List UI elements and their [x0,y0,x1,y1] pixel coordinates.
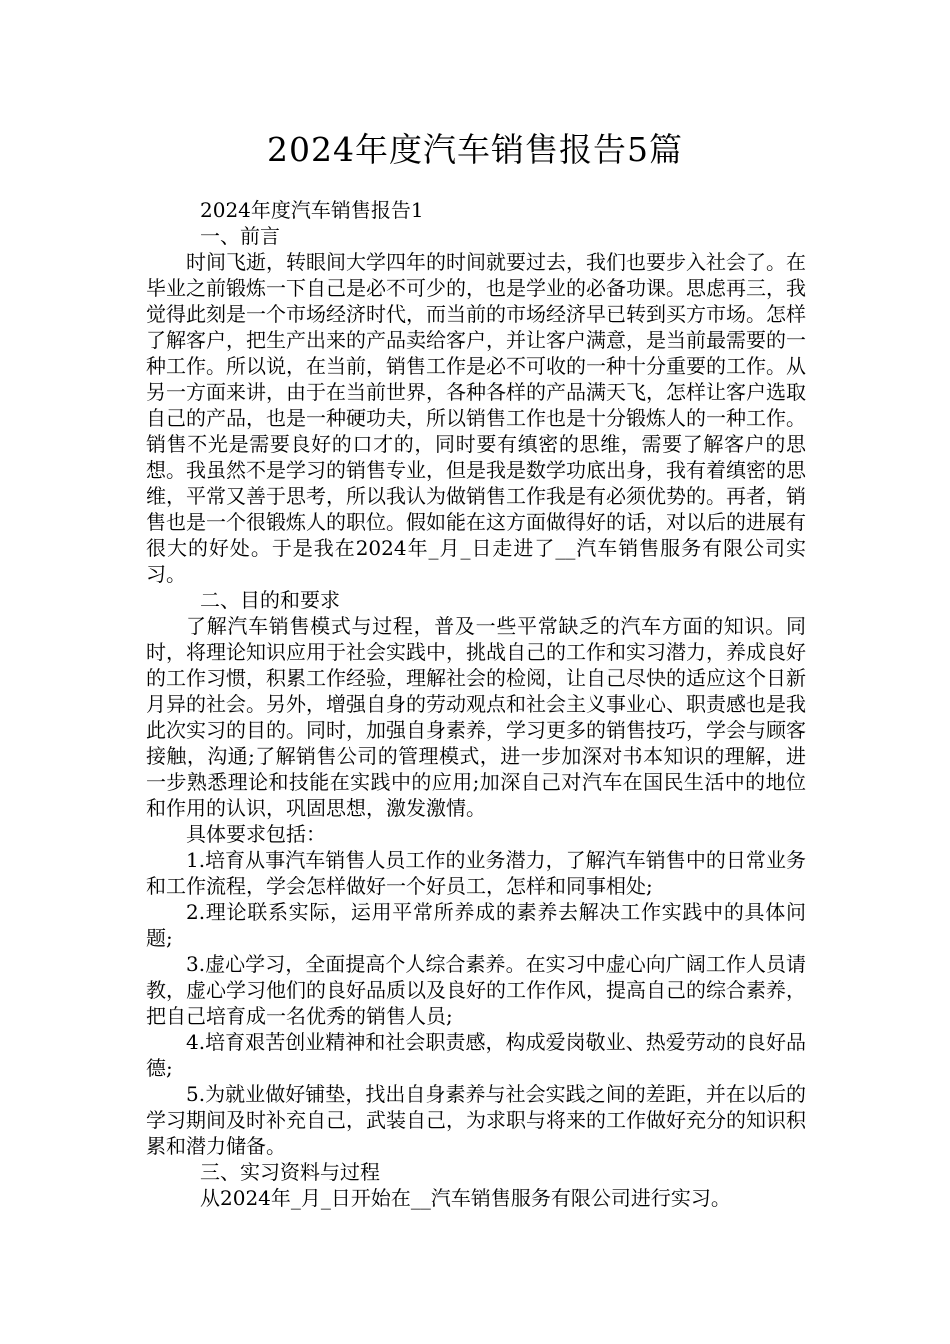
section-heading-goals: 二、目的和要求 [200,588,340,612]
document-body [146,197,806,1211]
list-item-requirement-1: 1.培育从事汽车销售人员工作的业务潜力，了解汽车销售中的日常业务和工作流程，学会怎样做好一个好员工，怎样和同事相处; [146,848,806,898]
paragraph-requirements-intro: 具体要求包括： [186,822,326,846]
list-item-requirement-4: 4.培育艰苦创业精神和社会职责感，构成爱岗敬业、热爱劳动的良好品德; [146,1030,806,1080]
paragraph-goals: 了解汽车销售模式与过程，普及一些平常缺乏的汽车方面的知识。同时，将理论知识应用于社会实践中，挑战自己的工作和实习潜力，养成良好的工作习惯，积累工作经验，理解社会的检阅，让自己尽快的适应这个日新月异的社会。另外，增强自身的劳动观点和社会主义事业心、职责感也是我此次实习的目的。同时，加强自身素养，学习更多的销售技巧，学会与顾客接触，沟通;了解销售公司的管理模式，进一步加深对书本知识的理解，进一步熟悉理论和技能在实践中的应用;加深自己对汽车在国民生活中的地位和作用的认识，巩固思想，激发激情。 [146,614,806,820]
paragraph-preface: 时间飞逝，转眼间大学四年的时间就要过去，我们也要步入社会了。在毕业之前锻炼一下自己是必不可少的，也是学业的必备功课。思虑再三，我觉得此刻是一个市场经济时代，而当前的市场经济早已转到买方市场。怎样了解客户，把生产出来的产品卖给客户，并让客户满意，是当前最需要的一种工作。所以说，在当前，销售工作是必不可收的一种十分重要的工作。从另一方面来讲，由于在当前世界，各种各样的产品满天飞，怎样让客户选取自己的产品，也是一种硬功夫，所以销售工作也是十分锻炼人的一种工作。销售不光是需要良好的口才的，同时要有缜密的思维，需要了解客户的思想。我虽然不是学习的销售专业，但是我是数学功底出身，我有着缜密的思维，平常又善于思考，所以我认为做销售工作我是有必须优势的。再者，销售也是一个很锻炼人的职位。假如能在这方面做得好的话，对以后的进展有很大的好处。于是我在2024年_月_日走进了__汽车销售服务有限公司实习。 [146,250,806,586]
section-heading-process: 三、实习资料与过程 [200,1160,380,1184]
report-subtitle: 2024年度汽车销售报告1 [200,198,424,222]
document-title: 2024年度汽车销售报告5篇 [267,130,683,169]
list-item-requirement-3: 3.虚心学习，全面提高个人综合素养。在实习中虚心向广阔工作人员请教，虚心学习他们的良好品质以及良好的工作作风，提高自己的综合素养，把自己培育成一名优秀的销售人员; [146,952,806,1028]
paragraph-process-start: 从2024年_月_日开始在__汽车销售服务有限公司进行实习。 [200,1186,731,1210]
list-item-requirement-2: 2.理论联系实际，运用平常所养成的素养去解决工作实践中的具体问题; [146,900,806,950]
list-item-requirement-5: 5.为就业做好铺垫，找出自身素养与社会实践之间的差距，并在以后的学习期间及时补充自己，武装自己，为求职与将来的工作做好充分的知识积累和潜力储备。 [146,1082,806,1158]
section-heading-preface: 一、前言 [200,224,280,248]
